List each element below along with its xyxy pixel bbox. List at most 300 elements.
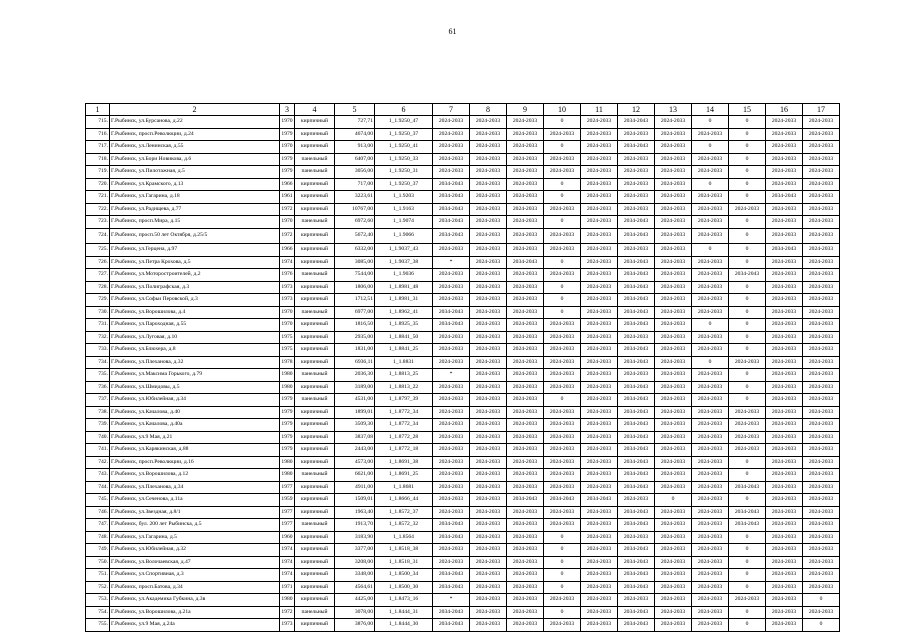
cell-work-8: 2024-2033	[470, 331, 507, 344]
cell-work-14: 2024-2033	[692, 331, 729, 344]
cell-work-16: 2024-2033	[766, 519, 803, 532]
cell-work-12: 2034-2043	[618, 519, 655, 532]
cell-work-14: 0	[692, 116, 729, 129]
cell-row-number: 752.	[86, 581, 110, 594]
cell-record-code: 1_1.8572_32	[375, 519, 433, 532]
cell-work-10: 2024-2033	[544, 506, 581, 519]
cell-work-16: 2024-2033	[766, 431, 803, 444]
cell-work-7: 2034-2043	[433, 569, 470, 582]
cell-work-17: 2024-2033	[803, 203, 840, 216]
cell-work-16: 2024-2033	[766, 619, 803, 632]
cell-work-7: 2034-2043	[433, 216, 470, 229]
cell-work-8: 2024-2033	[470, 244, 507, 257]
cell-work-7: 2024-2033	[433, 544, 470, 557]
cell-build-year: 1973	[280, 619, 295, 632]
cell-work-15: 2024-2033	[729, 203, 766, 216]
cell-work-11: 2024-2033	[581, 344, 618, 357]
cell-work-16: 2024-2033	[766, 331, 803, 344]
cell-address: Г.Рыбинск, просп.Революции, д.16	[110, 456, 280, 469]
cell-work-15: 0	[729, 153, 766, 166]
cell-row-number: 736.	[86, 381, 110, 394]
cell-record-code: 1_1.8772_28	[375, 431, 433, 444]
cell-work-7: 2024-2033	[433, 281, 470, 294]
table-row	[86, 569, 840, 582]
cell-address: Г.Рыбинск, ул.Бурсанова, д.22	[110, 116, 280, 129]
cell-build-year: 1979	[280, 128, 295, 141]
cell-work-10: 0	[544, 294, 581, 307]
cell-work-12: 2034-2043	[618, 294, 655, 307]
cell-work-8: 2024-2033	[470, 281, 507, 294]
cell-work-7: 2024-2033	[433, 456, 470, 469]
cell-wall-material: кирпичный	[295, 531, 335, 544]
cell-work-11: 2024-2033	[581, 331, 618, 344]
cell-work-16: 2024-2033	[766, 116, 803, 129]
table-row	[86, 256, 840, 269]
column-header-2: 2	[110, 104, 280, 116]
cell-work-14: 2024-2033	[692, 419, 729, 432]
cell-work-17: 2024-2033	[803, 356, 840, 369]
cell-work-7: 2034-2043	[433, 581, 470, 594]
cell-work-17: 2024-2033	[803, 178, 840, 191]
table-row	[86, 456, 840, 469]
cell-work-17: 2024-2033	[803, 128, 840, 141]
cell-work-8: 2024-2033	[470, 294, 507, 307]
cell-wall-material: панельный	[295, 369, 335, 382]
table-row	[86, 531, 840, 544]
cell-work-9: 2024-2033	[507, 344, 544, 357]
cell-address: Г.Рыбинск, ул.Крамского, д.13	[110, 178, 280, 191]
cell-work-15: 0	[729, 544, 766, 557]
table-row	[86, 369, 840, 382]
cell-work-15: 0	[729, 216, 766, 229]
cell-work-17: 2024-2033	[803, 269, 840, 282]
cell-work-12: 2034-2043	[618, 556, 655, 569]
table-row	[86, 191, 840, 204]
cell-work-17: 2024-2033	[803, 506, 840, 519]
cell-work-9: 2024-2033	[507, 153, 544, 166]
cell-work-17: 2024-2033	[803, 319, 840, 332]
cell-work-10: 2024-2033	[544, 369, 581, 382]
cell-work-17: 2024-2033	[803, 216, 840, 229]
cell-work-11: 2024-2033	[581, 394, 618, 407]
column-header-1: 1	[86, 104, 110, 116]
cell-work-12: 2034-2043	[618, 619, 655, 632]
cell-row-number: 726.	[86, 256, 110, 269]
cell-work-15: 0	[729, 178, 766, 191]
cell-wall-material: панельный	[295, 306, 335, 319]
cell-work-17: 2024-2033	[803, 394, 840, 407]
table-row	[86, 141, 840, 154]
cell-work-16: 2024-2033	[766, 369, 803, 382]
cell-work-9: 2024-2033	[507, 178, 544, 191]
cell-area: 4911,00	[335, 481, 375, 494]
cell-work-13: 2024-2033	[655, 153, 692, 166]
cell-build-year: 1973	[280, 281, 295, 294]
cell-work-12: 2024-2033	[618, 244, 655, 257]
cell-area: 4564,61	[335, 581, 375, 594]
cell-area: 913,00	[335, 141, 375, 154]
cell-work-17: 2024-2033	[803, 531, 840, 544]
cell-build-year: 1971	[280, 581, 295, 594]
cell-wall-material: кирпичный	[295, 244, 335, 257]
cell-wall-material: кирпичный	[295, 444, 335, 457]
cell-row-number: 744.	[86, 481, 110, 494]
cell-record-code: 1_1.9036	[375, 269, 433, 282]
cell-work-13: 2024-2033	[655, 269, 692, 282]
cell-build-year: 1979	[280, 444, 295, 457]
cell-work-7: 2024-2033	[433, 331, 470, 344]
cell-wall-material: кирпичный	[295, 319, 335, 332]
cell-work-13: 2024-2033	[655, 581, 692, 594]
cell-work-13: 2024-2033	[655, 619, 692, 632]
cell-work-14: 2024-2033	[692, 153, 729, 166]
cell-work-16: 2024-2033	[766, 256, 803, 269]
cell-work-13: 2024-2033	[655, 406, 692, 419]
cell-record-code: 1_1.8772_34	[375, 419, 433, 432]
cell-wall-material: кирпичный	[295, 419, 335, 432]
cell-record-code: 1_1.9037_38	[375, 256, 433, 269]
cell-row-number: 731.	[86, 319, 110, 332]
cell-area: 3085,00	[335, 256, 375, 269]
table-row	[86, 306, 840, 319]
cell-address: Г.Рыбинск, просп.Революции, д.24	[110, 128, 280, 141]
header-row	[86, 104, 840, 116]
cell-work-9: 2034-2043	[507, 494, 544, 507]
column-header-14: 14	[692, 104, 729, 116]
cell-address: Г.Рыбинск, ул.Качалова, д.40а	[110, 419, 280, 432]
cell-work-16: 2024-2033	[766, 216, 803, 229]
cell-record-code: 1_1.9250_31	[375, 166, 433, 179]
cell-address: Г.Рыбинск, ул.Ворошилова, д.4	[110, 306, 280, 319]
cell-work-11: 2024-2033	[581, 203, 618, 216]
cell-work-13: 2024-2033	[655, 178, 692, 191]
cell-work-10: 2024-2033	[544, 444, 581, 457]
cell-area: 6621,00	[335, 469, 375, 482]
cell-row-number: 748.	[86, 531, 110, 544]
cell-build-year: 1979	[280, 153, 295, 166]
cell-row-number: 741.	[86, 444, 110, 457]
cell-area: 6977,00	[335, 306, 375, 319]
table-row	[86, 216, 840, 229]
cell-record-code: 1_1.9250_47	[375, 116, 433, 129]
cell-work-13: 2024-2033	[655, 228, 692, 244]
cell-address: Г.Рыбинск, просп.Мира, д.15	[110, 216, 280, 229]
cell-work-14: 0	[692, 178, 729, 191]
column-header-17: 17	[803, 104, 840, 116]
cell-work-13: 2024-2033	[655, 244, 692, 257]
cell-build-year: 1972	[280, 606, 295, 619]
table-row	[86, 431, 840, 444]
cell-work-13: 2024-2033	[655, 281, 692, 294]
cell-work-14: 2024-2033	[692, 228, 729, 244]
cell-row-number: 737.	[86, 394, 110, 407]
cell-work-10: 0	[544, 306, 581, 319]
cell-work-7: 2024-2033	[433, 166, 470, 179]
cell-work-8: 2024-2033	[470, 141, 507, 154]
cell-work-11: 2024-2033	[581, 141, 618, 154]
table-row	[86, 406, 840, 419]
cell-work-17: 2024-2033	[803, 344, 840, 357]
cell-work-11: 2024-2033	[581, 294, 618, 307]
cell-work-15: 2034-2043	[729, 506, 766, 519]
cell-work-8: 2024-2033	[470, 381, 507, 394]
cell-build-year: 1961	[280, 191, 295, 204]
cell-wall-material: кирпичный	[295, 294, 335, 307]
cell-row-number: 733.	[86, 344, 110, 357]
cell-work-9: 2024-2033	[507, 191, 544, 204]
cell-work-10: 0	[544, 178, 581, 191]
cell-work-13: 2024-2033	[655, 116, 692, 129]
cell-work-7: *	[433, 369, 470, 382]
cell-work-16: 2024-2033	[766, 456, 803, 469]
cell-work-16: 2024-2033	[766, 319, 803, 332]
cell-work-12: 2024-2033	[618, 191, 655, 204]
cell-area: 3183,90	[335, 531, 375, 544]
cell-row-number: 734.	[86, 356, 110, 369]
cell-row-number: 747.	[86, 519, 110, 532]
cell-row-number: 740.	[86, 431, 110, 444]
cell-work-14: 2024-2033	[692, 506, 729, 519]
cell-work-13: 2024-2033	[655, 356, 692, 369]
cell-work-15: 0	[729, 394, 766, 407]
cell-work-7: 2024-2033	[433, 128, 470, 141]
cell-work-16: 2024-2033	[766, 203, 803, 216]
cell-work-14: 2024-2033	[692, 381, 729, 394]
cell-work-12: 2034-2043	[618, 444, 655, 457]
cell-work-10: 2024-2033	[544, 269, 581, 282]
table-row	[86, 506, 840, 519]
cell-address: Г.Рыбинск, ул.Гагарина, д.5	[110, 531, 280, 544]
cell-work-9: 2024-2033	[507, 544, 544, 557]
cell-work-7: 2024-2033	[433, 394, 470, 407]
cell-address: Г.Рыбинск, ул.Блюхера, д.8	[110, 344, 280, 357]
cell-work-12: 2034-2043	[618, 456, 655, 469]
cell-wall-material: кирпичный	[295, 431, 335, 444]
cell-work-16: 2024-2033	[766, 481, 803, 494]
page-number: 61	[448, 27, 457, 36]
cell-address: Г.Рыбинск, ул.Гагарина, д.18	[110, 191, 280, 204]
cell-work-13: 2024-2033	[655, 594, 692, 607]
cell-work-11: 2024-2033	[581, 444, 618, 457]
cell-work-11: 2024-2033	[581, 569, 618, 582]
cell-work-9: 2024-2033	[507, 569, 544, 582]
cell-work-11: 2024-2033	[581, 594, 618, 607]
table-row	[86, 203, 840, 216]
cell-address: Г.Рыбинск, ул.Волочаевская, д.47	[110, 556, 280, 569]
cell-area: 4674,00	[335, 128, 375, 141]
cell-work-7: 2024-2033	[433, 344, 470, 357]
cell-work-16: 2024-2033	[766, 344, 803, 357]
cell-record-code: 1_1.8691_25	[375, 469, 433, 482]
cell-work-17: 2024-2033	[803, 494, 840, 507]
cell-record-code: 1_1.8444_30	[375, 619, 433, 632]
cell-row-number: 722.	[86, 203, 110, 216]
cell-work-11: 2024-2033	[581, 166, 618, 179]
table-row	[86, 356, 840, 369]
cell-work-13: 2024-2033	[655, 319, 692, 332]
cell-address: Г.Рыбинск, ул.Ворошилова, д.21а	[110, 606, 280, 619]
cell-work-12: 2024-2033	[618, 531, 655, 544]
cell-work-15: 0	[729, 494, 766, 507]
cell-build-year: 1959	[280, 494, 295, 507]
cell-work-17: 2024-2033	[803, 369, 840, 382]
cell-work-11: 2024-2033	[581, 356, 618, 369]
cell-work-9: 2024-2033	[507, 356, 544, 369]
cell-build-year: 1980	[280, 369, 295, 382]
cell-area: 717,00	[335, 178, 375, 191]
cell-work-16: 2024-2033	[766, 269, 803, 282]
cell-work-12: 2034-2043	[618, 569, 655, 582]
cell-work-14: 2024-2033	[692, 256, 729, 269]
cell-work-10: 2024-2033	[544, 419, 581, 432]
cell-work-13: 2024-2033	[655, 256, 692, 269]
cell-work-13: 2024-2033	[655, 344, 692, 357]
cell-work-16: 2024-2033	[766, 178, 803, 191]
table-row	[86, 269, 840, 282]
cell-work-16: 2024-2033	[766, 569, 803, 582]
cell-work-9: 2024-2033	[507, 581, 544, 594]
cell-build-year: 1970	[280, 116, 295, 129]
column-header-5: 5	[335, 104, 375, 116]
cell-wall-material: кирпичный	[295, 494, 335, 507]
cell-work-14: 2024-2033	[692, 469, 729, 482]
cell-work-17: 2024-2033	[803, 469, 840, 482]
cell-work-8: 2024-2033	[470, 153, 507, 166]
cell-work-14: 2024-2033	[692, 456, 729, 469]
cell-work-11: 2024-2033	[581, 369, 618, 382]
cell-work-10: 2024-2033	[544, 481, 581, 494]
cell-work-12: 2024-2033	[618, 166, 655, 179]
cell-row-number: 746.	[86, 506, 110, 519]
cell-work-14: 2024-2033	[692, 294, 729, 307]
cell-work-16: 2024-2033	[766, 381, 803, 394]
cell-work-10: 2034-2043	[544, 494, 581, 507]
cell-record-code: 1_1.8772_34	[375, 406, 433, 419]
cell-record-code: 1_1.9250_37	[375, 178, 433, 191]
cell-row-number: 730.	[86, 306, 110, 319]
cell-row-number: 727.	[86, 269, 110, 282]
cell-work-17: 0	[803, 594, 840, 607]
column-header-6: 6	[375, 104, 433, 116]
cell-address: Г.Рыбинск, ул.Юбилейная, д.34	[110, 394, 280, 407]
cell-work-7: *	[433, 256, 470, 269]
cell-build-year: 1970	[280, 306, 295, 319]
cell-work-8: 2024-2033	[470, 216, 507, 229]
table-row	[86, 481, 840, 494]
cell-work-7: 2034-2043	[433, 306, 470, 319]
cell-work-14: 2024-2033	[692, 344, 729, 357]
cell-work-10: 0	[544, 216, 581, 229]
cell-work-12: 2024-2033	[618, 331, 655, 344]
cell-row-number: 720.	[86, 178, 110, 191]
cell-work-14: 2024-2033	[692, 306, 729, 319]
cell-work-13: 2024-2033	[655, 519, 692, 532]
cell-area: 727,71	[335, 116, 375, 129]
cell-work-12: 2024-2033	[618, 178, 655, 191]
cell-work-9: 2024-2033	[507, 141, 544, 154]
cell-area: 2443,00	[335, 444, 375, 457]
cell-work-15: 0	[729, 369, 766, 382]
cell-work-10: 2024-2033	[544, 594, 581, 607]
cell-build-year: 1974	[280, 544, 295, 557]
cell-wall-material: кирпичный	[295, 456, 335, 469]
cell-build-year: 1979	[280, 431, 295, 444]
cell-work-7: 2024-2033	[433, 381, 470, 394]
cell-work-12: 2034-2043	[618, 381, 655, 394]
cell-build-year: 1980	[280, 594, 295, 607]
cell-build-year: 1970	[280, 141, 295, 154]
cell-work-9: 2024-2033	[507, 469, 544, 482]
cell-work-14: 2024-2033	[692, 569, 729, 582]
cell-work-7: 2024-2033	[433, 356, 470, 369]
cell-work-10: 0	[544, 581, 581, 594]
cell-work-12: 2034-2043	[618, 281, 655, 294]
cell-work-8: 2024-2033	[470, 506, 507, 519]
cell-build-year: 1979	[280, 394, 295, 407]
cell-work-16: 2024-2033	[766, 594, 803, 607]
cell-work-8: 2024-2033	[470, 344, 507, 357]
cell-work-10: 0	[544, 116, 581, 129]
cell-wall-material: кирпичный	[295, 128, 335, 141]
cell-work-10: 0	[544, 191, 581, 204]
cell-work-7: 2034-2043	[433, 178, 470, 191]
cell-work-9: 2024-2033	[507, 116, 544, 129]
table-row	[86, 244, 840, 257]
column-header-15: 15	[729, 104, 766, 116]
cell-work-16: 2024-2033	[766, 166, 803, 179]
cell-work-9: 2024-2033	[507, 331, 544, 344]
cell-work-8: 2024-2033	[470, 356, 507, 369]
cell-record-code: 1_1.9074	[375, 216, 433, 229]
cell-work-11: 2024-2033	[581, 306, 618, 319]
cell-work-12: 2024-2033	[618, 369, 655, 382]
cell-work-17: 2024-2033	[803, 166, 840, 179]
cell-work-11: 2024-2033	[581, 256, 618, 269]
cell-work-8: 2024-2033	[470, 319, 507, 332]
cell-area: 1899,01	[335, 406, 375, 419]
cell-work-13: 2024-2033	[655, 481, 692, 494]
cell-row-number: 753.	[86, 594, 110, 607]
cell-work-13: 2024-2033	[655, 431, 692, 444]
cell-address: Г.Рыбинск, ул.Радищева, д.77	[110, 203, 280, 216]
cell-work-14: 2024-2033	[692, 191, 729, 204]
cell-work-10: 2024-2033	[544, 344, 581, 357]
cell-work-9: 2024-2033	[507, 481, 544, 494]
cell-build-year: 1979	[280, 419, 295, 432]
cell-record-code: 1_1.9037_43	[375, 244, 433, 257]
cell-record-code: 1_1.8772_18	[375, 444, 433, 457]
cell-row-number: 749.	[86, 544, 110, 557]
cell-work-9: 2024-2033	[507, 216, 544, 229]
cell-wall-material: кирпичный	[295, 191, 335, 204]
cell-row-number: 742.	[86, 456, 110, 469]
cell-work-12: 2034-2043	[618, 406, 655, 419]
cell-work-14: 2024-2033	[692, 606, 729, 619]
cell-address: Г.Рыбинск, просп.50 лет Октября, д.25/5	[110, 228, 280, 244]
cell-build-year: 1972	[280, 203, 295, 216]
cell-work-9: 2034-2043	[507, 256, 544, 269]
cell-row-number: 724.	[86, 228, 110, 244]
cell-work-11: 2024-2033	[581, 281, 618, 294]
cell-work-17: 2024-2033	[803, 381, 840, 394]
column-header-4: 4	[295, 104, 335, 116]
cell-work-7: 2024-2033	[433, 269, 470, 282]
cell-area: 1963,40	[335, 506, 375, 519]
cell-work-8: 2024-2033	[470, 191, 507, 204]
cell-work-15: 2034-2043	[729, 481, 766, 494]
cell-wall-material: панельный	[295, 519, 335, 532]
cell-work-10: 0	[544, 544, 581, 557]
